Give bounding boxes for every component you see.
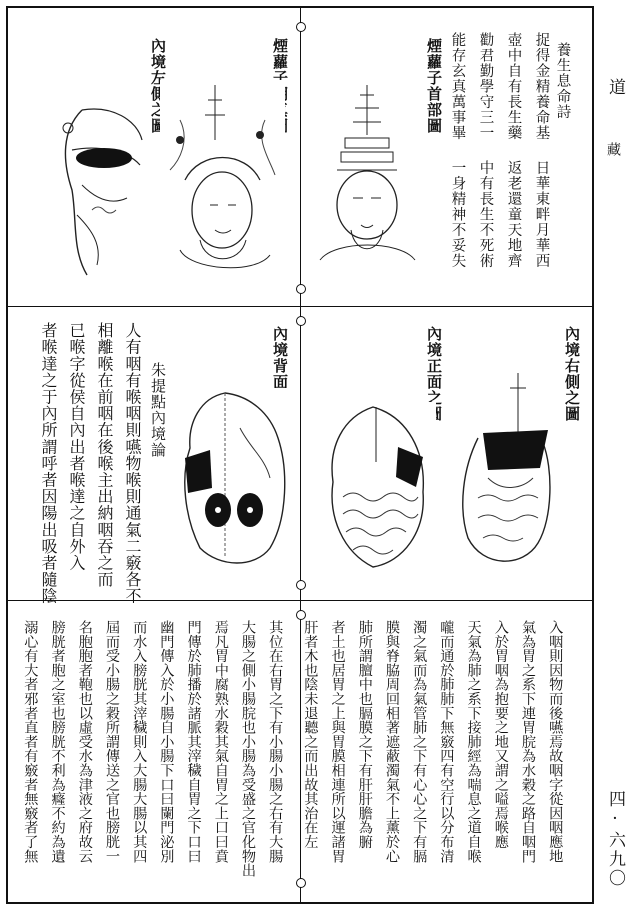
left-profile-figure: [42, 90, 147, 280]
commentary-column: 肺所謂膻中也膈膜之下有肝肝膽為腑: [356, 620, 373, 849]
commentary-column: 者土也居胃之上與胃膜相連所以運諸胃: [329, 620, 346, 864]
binding-hole-icon: [296, 22, 306, 32]
binding-hole-icon: [296, 610, 306, 620]
caption-head-figure: 煙蘿子首部圖: [425, 38, 443, 134]
binding-hole-icon: [296, 580, 306, 590]
commentary-column: 大腸之側小腸脘也小腸為受盛之官化物出: [240, 620, 256, 878]
poem-line-6: 返老還童天地齊: [505, 160, 522, 269]
caption-back-view: 內境背面之圖: [271, 326, 289, 422]
lecture-line-2: 相離喉在前咽在後喉主出納咽吞之而: [95, 322, 114, 588]
caption-dream-figure: 煙蘿子朝真圖: [271, 38, 289, 134]
lecture-line-3: 已喉字從侯自內出者喉達之自外入: [67, 322, 86, 571]
poem-line-3: 勸君勤學守三一: [477, 32, 494, 141]
poem-line-8: 一身精神不妥失: [449, 160, 466, 269]
center-fold-line: [300, 6, 301, 904]
commentary-column: 嚨而通於肺肺下無竅四有空行以分布清: [438, 620, 455, 864]
dream-figure: [160, 80, 285, 280]
caption-front-view: 內境正面之圖: [425, 326, 443, 422]
front-view-figure: [318, 402, 436, 572]
poem-line-5: 日華東畔月華西: [533, 160, 550, 269]
commentary-column: 名胞胞者鞄也以虛受水為津液之府故云: [76, 620, 93, 864]
commentary-column: 入咽則因物而後嚥焉故咽字從因咽應地: [547, 620, 564, 864]
collection-mark-2: 藏: [605, 142, 621, 156]
commentary-column: 溺心有大者邪者直者有竅者無竅者了無: [22, 620, 39, 864]
lecture-line-4: 者喉達之于內所謂呼者因陽出吸者隨陰: [39, 322, 58, 605]
commentary-column: 膜與脊脇周回相著遮蔽濁氣不上薰於心: [384, 620, 400, 864]
binding-hole-icon: [296, 878, 306, 888]
poem-title: 養生息命詩: [554, 42, 571, 120]
commentary-column: 焉凡胃中腐熟水穀其氣自胃之上口曰賁: [212, 620, 229, 864]
commentary-column: 氣為胃之系下連胃脘為水穀之路自咽門: [520, 620, 536, 864]
poem-line-2: 壺中自有長生藥: [505, 32, 522, 141]
collection-mark: 道: [605, 78, 625, 95]
lecture-title: 朱提點內境論: [149, 362, 167, 458]
commentary-column: 濁之氣而為氣管肺之下有心心之下有膈: [411, 620, 428, 864]
back-view-figure: [170, 388, 295, 573]
commentary-column: 入於胃咽為抱要之地又謂之嗌焉喉應: [492, 620, 509, 849]
poem-line-1: 捉得金精養命基: [533, 32, 550, 141]
commentary-column: 而水入膀胱其滓穢則入大腸大腸以其四: [131, 620, 148, 864]
poem-line-7: 中有長生不死術: [477, 160, 494, 269]
commentary-column: 其位在右胃之下有小腸小腸之右有大腸: [267, 620, 284, 864]
lecture-line-1: 人有咽有喉咽則嚥物喉則通氣二竅各不: [123, 322, 142, 605]
commentary-column: 幽門傳入於小腸自小腸下口曰闌門泌別: [158, 620, 175, 864]
commentary-column: 肝者木也陰未退聽之而出故其治在左: [302, 620, 319, 849]
commentary-column: 屆而受小腸之穀所謂傳送之官也膀胱一: [104, 620, 120, 864]
commentary-column: 天氣為肺之系下接肺經為喘息之道自喉: [465, 620, 482, 864]
caption-right-view: 內境右側之圖: [563, 326, 581, 422]
page-number: 四·六九〇: [605, 790, 625, 888]
binding-hole-icon: [296, 284, 306, 294]
caption-left-profile: 內境左側之圖: [149, 38, 167, 134]
poem-line-4: 能存玄真萬事畢: [449, 32, 466, 141]
right-view-figure: [448, 368, 563, 573]
head-figure: [315, 80, 420, 265]
binding-hole-icon: [296, 316, 306, 326]
commentary-column: 膀胱者胞之室也膀胱不利為癃不約為遺: [49, 620, 66, 864]
commentary-column: 門傳於肺播於諸脈其滓穢自胃之下口曰: [185, 620, 202, 864]
